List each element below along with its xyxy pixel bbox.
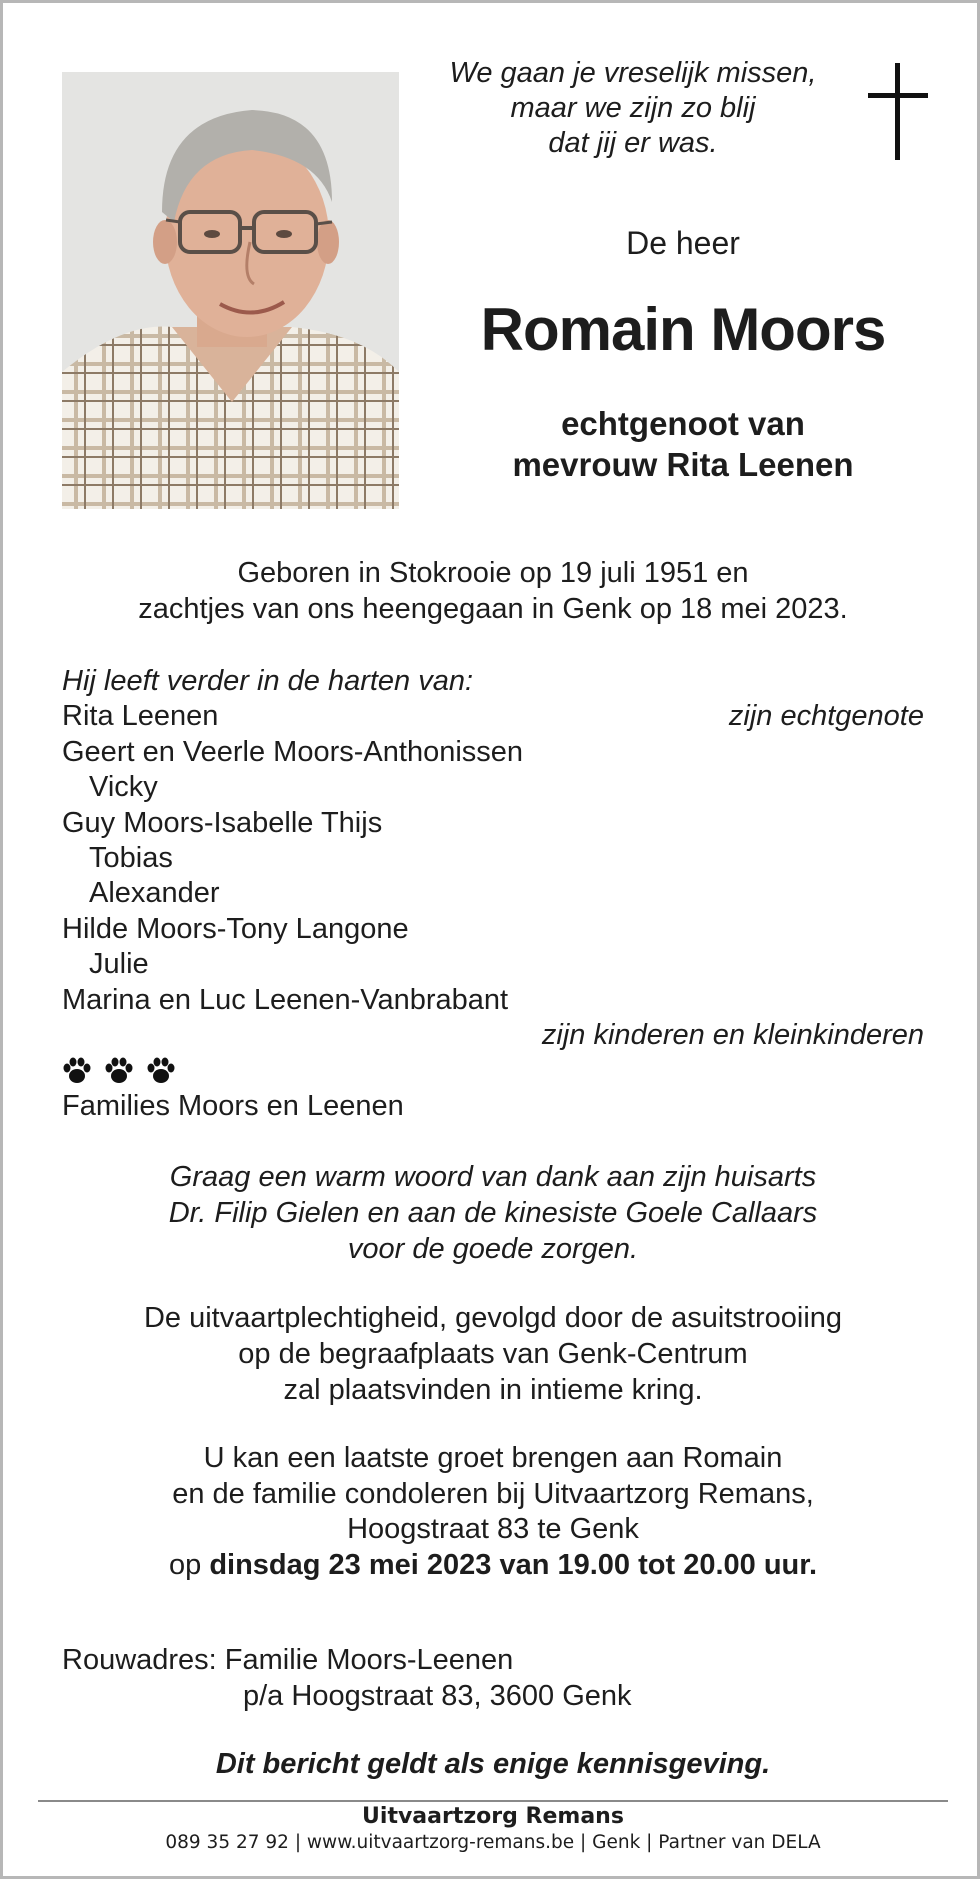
cross-icon bbox=[868, 63, 928, 163]
funeral-company: Uitvaartzorg Remans bbox=[362, 1804, 624, 1829]
birth-death-statement bbox=[3, 555, 980, 627]
born-line: Geboren in Stokrooie op 19 juli 1951 en bbox=[237, 557, 749, 589]
family-member: Hilde Moors-Tony Langone bbox=[62, 912, 409, 945]
visit-line: en de familie condoleren bij Uitvaartzorg Remans, bbox=[172, 1477, 814, 1510]
ceremony-line: zal plaatsvinden in intieme kring. bbox=[283, 1374, 703, 1406]
grandchild: Vicky bbox=[89, 771, 158, 804]
spouse-name: Rita Leenen bbox=[62, 700, 219, 733]
quote-line: We gaan je vreselijk missen, bbox=[449, 57, 817, 89]
visit-datetime: dinsdag 23 mei 2023 van 19.00 tot 20.00 uur. bbox=[209, 1548, 817, 1581]
thanks-line: voor de goede zorgen. bbox=[347, 1233, 639, 1265]
portrait-photo bbox=[62, 72, 399, 509]
ceremony-paragraph bbox=[3, 1300, 980, 1408]
family-list bbox=[62, 664, 924, 1124]
spouse-line bbox=[433, 403, 933, 485]
paw-prints bbox=[62, 1053, 924, 1088]
visit-line: U kan een laatste groet brengen aan Romain bbox=[203, 1442, 783, 1474]
visit-prefix: op bbox=[168, 1548, 202, 1581]
paw-print-icon bbox=[146, 1057, 176, 1085]
families-line: Families Moors en Leenen bbox=[62, 1089, 404, 1122]
thanks-line: Dr. Filip Gielen en aan de kinesiste Goele Callaars bbox=[168, 1197, 818, 1229]
family-member: Geert en Veerle Moors-Anthonissen bbox=[62, 735, 524, 768]
address-line: p/a Hoogstraat 83, 3600 Genk bbox=[243, 1679, 632, 1712]
paw-print-icon bbox=[104, 1057, 134, 1085]
born-line: zachtjes van ons heengegaan in Genk op 18 mei 2023. bbox=[138, 593, 848, 625]
spouse-line-2: mevrouw Rita Leenen bbox=[512, 446, 854, 483]
children-role: zijn kinderen en kleinkinderen bbox=[541, 1018, 924, 1051]
visit-line: Hoogstraat 83 te Genk bbox=[347, 1513, 639, 1545]
mourning-address bbox=[62, 1643, 632, 1714]
spouse-role: zijn echtgenote bbox=[728, 700, 924, 733]
family-intro: Hij leeft verder in de harten van: bbox=[62, 665, 474, 697]
thanks-paragraph bbox=[3, 1159, 980, 1267]
visitation-paragraph bbox=[3, 1441, 980, 1583]
grandchild: Alexander bbox=[89, 877, 220, 910]
visit-datetime-line bbox=[3, 1548, 980, 1584]
ceremony-line: De uitvaartplechtigheid, gevolgd door de asuitstrooiing bbox=[143, 1302, 843, 1334]
grandchild: Tobias bbox=[89, 841, 173, 874]
deceased-name: Romain Moors bbox=[480, 296, 886, 363]
funeral-contact: 089 35 27 92 | www.uitvaartzorg-remans.be | Genk | Partner van DELA bbox=[165, 1832, 821, 1853]
quote-line: dat jij er was. bbox=[548, 127, 718, 159]
ceremony-line: op de begraafplaats van Genk-Centrum bbox=[238, 1338, 748, 1370]
paw-print-icon bbox=[62, 1057, 92, 1085]
honorific-title: De heer bbox=[626, 225, 740, 261]
quote-line: maar we zijn zo blij bbox=[510, 92, 756, 124]
thanks-line: Graag een warm woord van dank aan zijn huisarts bbox=[169, 1161, 817, 1193]
family-member: Marina en Luc Leenen-Vanbrabant bbox=[62, 983, 509, 1016]
grandchild: Julie bbox=[89, 948, 149, 981]
address-line: Rouwadres: Familie Moors-Leenen bbox=[62, 1644, 514, 1676]
family-row-spouse bbox=[62, 699, 924, 734]
footer-divider bbox=[38, 1800, 948, 1802]
family-member: Guy Moors-Isabelle Thijs bbox=[62, 806, 383, 839]
sole-notice: Dit bericht geldt als enige kennisgeving. bbox=[215, 1748, 771, 1780]
spouse-line-1: echtgenoot van bbox=[561, 405, 805, 442]
memorial-quote bbox=[423, 56, 843, 161]
